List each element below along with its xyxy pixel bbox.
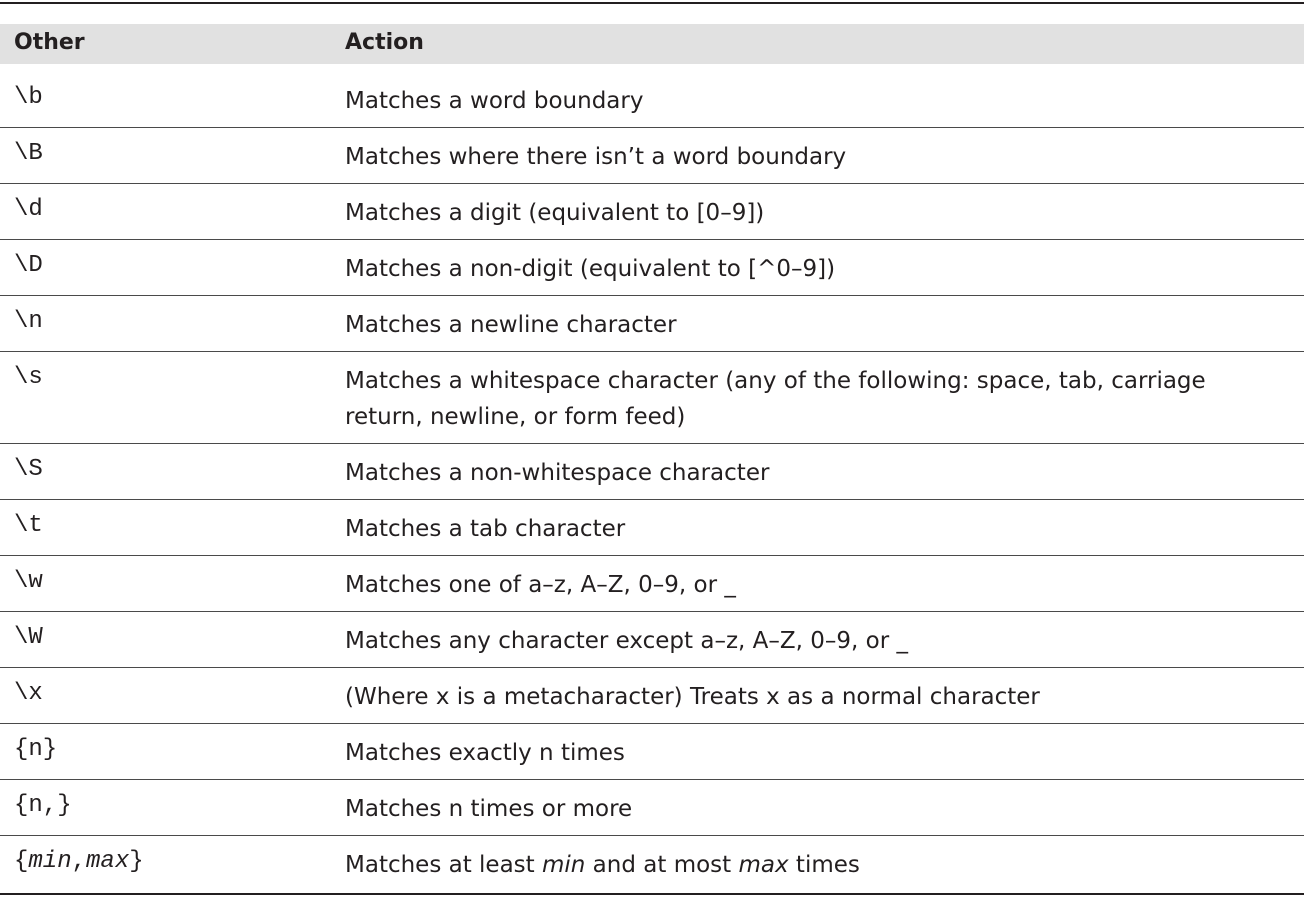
table-row bbox=[0, 500, 1304, 556]
row-action: Matches one of a–z, A–Z, 0–9, or _ bbox=[345, 572, 736, 598]
table-row bbox=[0, 724, 1304, 780]
row-code: \d bbox=[14, 196, 43, 223]
row-action: Matches any character except a–z, A–Z, 0–9, or _ bbox=[345, 628, 908, 654]
table-row bbox=[0, 836, 1304, 892]
code-min: min bbox=[28, 848, 72, 875]
table-row bbox=[0, 128, 1304, 184]
table-row bbox=[0, 184, 1304, 240]
row-code: \B bbox=[14, 140, 43, 167]
table-row bbox=[0, 668, 1304, 724]
table-body bbox=[0, 72, 1304, 892]
row-code: {n,} bbox=[14, 792, 72, 819]
code-brace-close: } bbox=[129, 848, 144, 875]
table-row bbox=[0, 72, 1304, 128]
code-brace-open: { bbox=[14, 848, 29, 875]
row-action bbox=[345, 847, 1245, 883]
row-code: \t bbox=[14, 512, 43, 539]
action-min: min bbox=[542, 852, 586, 878]
row-code: \n bbox=[14, 308, 43, 335]
row-action: Matches exactly n times bbox=[345, 740, 625, 766]
bottom-rule bbox=[0, 893, 1304, 895]
row-code: \S bbox=[14, 456, 43, 483]
row-action: Matches a non-digit (equivalent to [^0–9]) bbox=[345, 256, 836, 282]
table-row bbox=[0, 556, 1304, 612]
table-header bbox=[0, 24, 1304, 64]
row-action: Matches where there isn’t a word boundary bbox=[345, 144, 847, 170]
code-comma: , bbox=[71, 848, 87, 875]
top-rule bbox=[0, 2, 1304, 4]
row-code: {n} bbox=[14, 736, 58, 763]
table-row bbox=[0, 352, 1304, 444]
row-code: \w bbox=[14, 568, 43, 595]
row-action: Matches a word boundary bbox=[345, 88, 644, 114]
table-row bbox=[0, 780, 1304, 836]
action-part-3: times bbox=[788, 852, 860, 878]
row-code: \W bbox=[14, 624, 43, 651]
table-row bbox=[0, 240, 1304, 296]
row-action: Matches n times or more bbox=[345, 796, 633, 822]
row-code: \b bbox=[14, 84, 43, 111]
table-row bbox=[0, 612, 1304, 668]
code-max: max bbox=[86, 848, 130, 875]
action-part-2: and at most bbox=[585, 852, 739, 878]
row-action: (Where x is a metacharacter) Treats x as a normal character bbox=[345, 684, 1040, 710]
table-row bbox=[0, 296, 1304, 352]
table-row bbox=[0, 444, 1304, 500]
row-action: Matches a newline character bbox=[345, 312, 677, 338]
row-code bbox=[14, 847, 144, 877]
header-action: Action bbox=[345, 30, 424, 55]
row-code: \D bbox=[14, 252, 43, 279]
row-action: Matches a whitespace character (any of the following: space, tab, carriage return, newline, or form feed) bbox=[345, 368, 1206, 430]
header-other: Other bbox=[14, 30, 85, 55]
row-action: Matches a tab character bbox=[345, 516, 626, 542]
row-code: \x bbox=[14, 680, 43, 707]
row-code: \s bbox=[14, 364, 43, 391]
action-max: max bbox=[738, 852, 789, 878]
row-action: Matches a digit (equivalent to [0–9]) bbox=[345, 200, 765, 226]
row-action: Matches a non-whitespace character bbox=[345, 460, 770, 486]
action-part-1: Matches at least bbox=[345, 852, 542, 878]
